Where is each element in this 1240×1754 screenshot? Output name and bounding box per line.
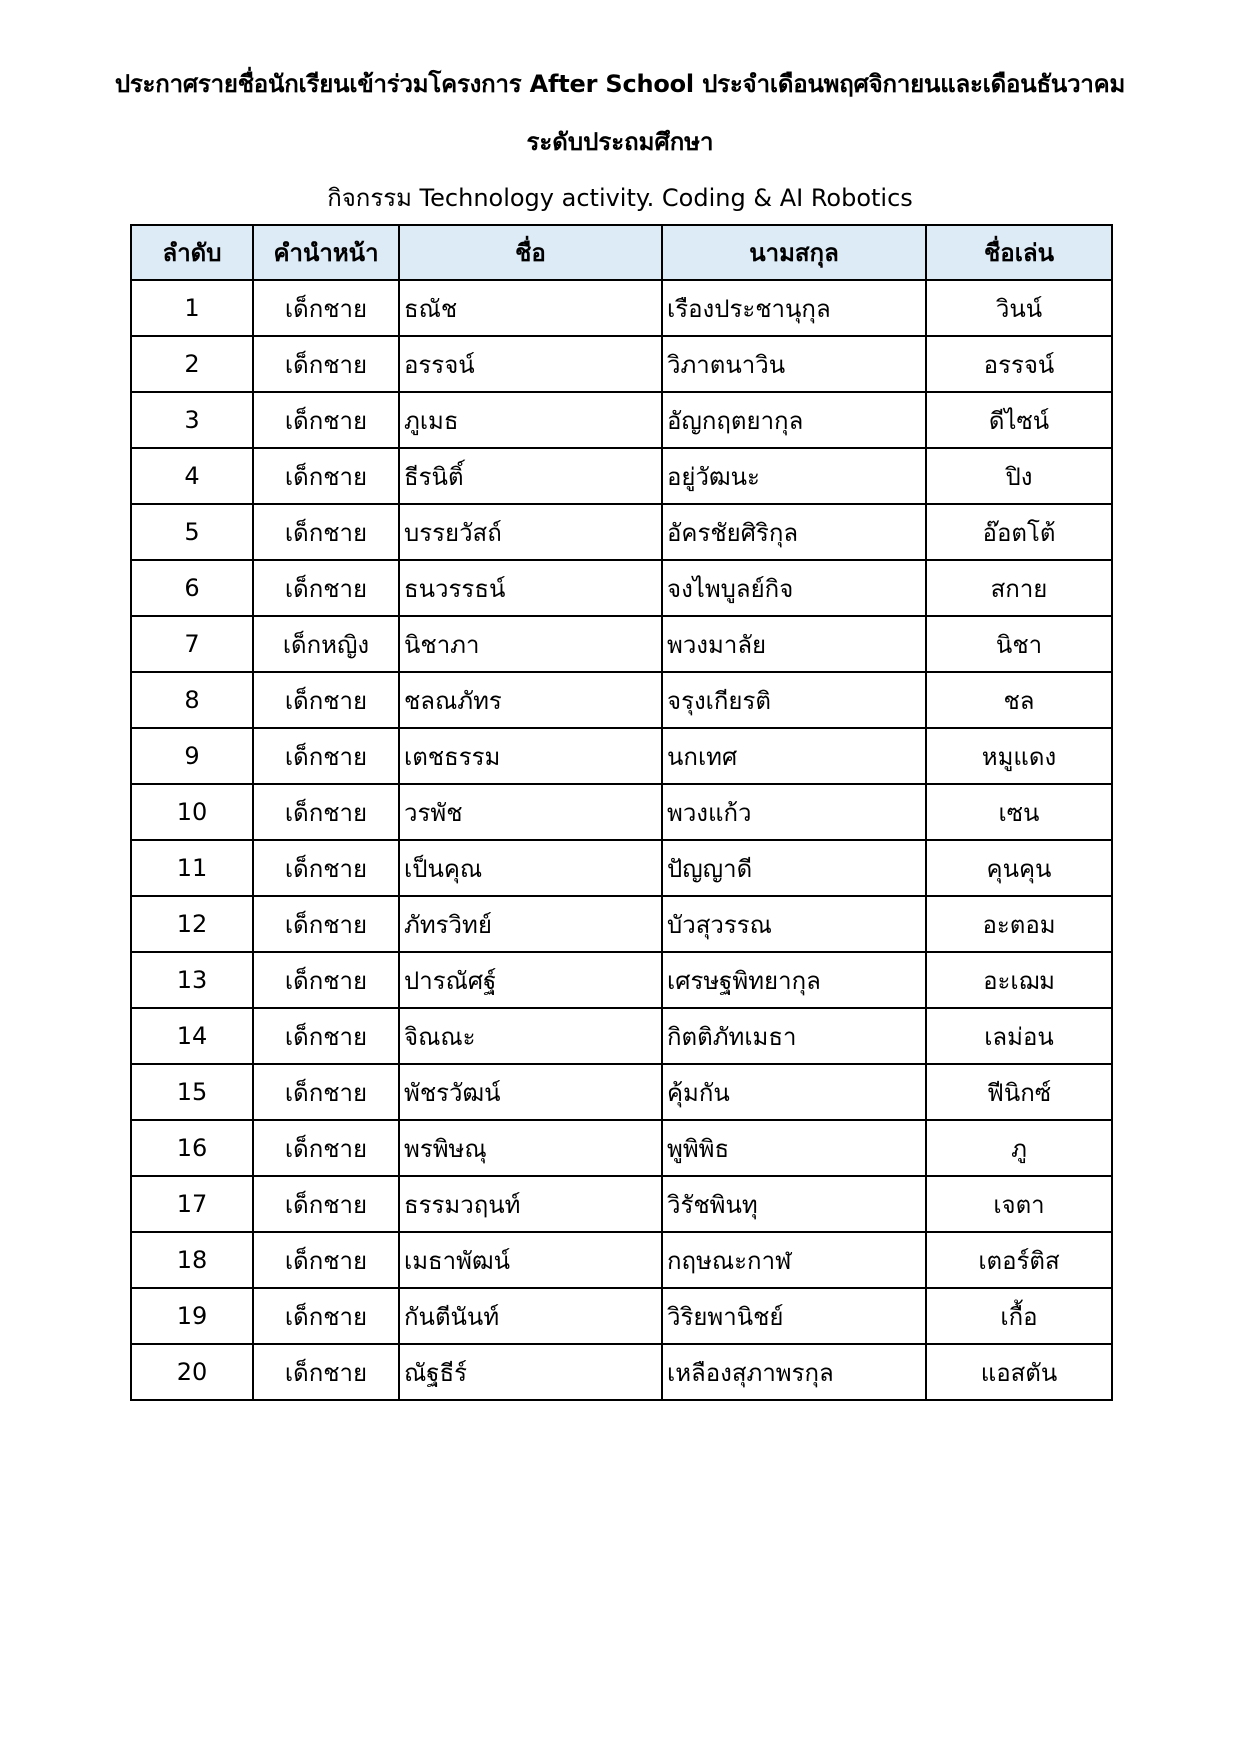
cell-prefix: เด็กชาย xyxy=(253,504,399,560)
cell-surname: พูพิพิธ xyxy=(662,1120,926,1176)
header-nickname: ชื่อเล่น xyxy=(926,225,1112,280)
table-row xyxy=(131,1008,1112,1064)
cell-nickname: เจตา xyxy=(926,1176,1112,1232)
cell-surname: วิรัชพินทุ xyxy=(662,1176,926,1232)
table-row xyxy=(131,616,1112,672)
cell-surname: เหลืองสุภาพรกุล xyxy=(662,1344,926,1400)
cell-first-name: เมธาพัฒน์ xyxy=(399,1232,662,1288)
cell-surname: นกเทศ xyxy=(662,728,926,784)
cell-number: 5 xyxy=(131,504,253,560)
cell-prefix: เด็กชาย xyxy=(253,840,399,896)
cell-nickname: อะตอม xyxy=(926,896,1112,952)
cell-prefix: เด็กชาย xyxy=(253,1176,399,1232)
cell-nickname: ดีไซน์ xyxy=(926,392,1112,448)
cell-first-name: ภูเมธ xyxy=(399,392,662,448)
table-row xyxy=(131,560,1112,616)
cell-surname: จรุงเกียรติ xyxy=(662,672,926,728)
table-row xyxy=(131,1232,1112,1288)
cell-nickname: เลม่อน xyxy=(926,1008,1112,1064)
cell-nickname: ภู xyxy=(926,1120,1112,1176)
cell-first-name: อรรจน์ xyxy=(399,336,662,392)
cell-nickname: เตอร์ติส xyxy=(926,1232,1112,1288)
cell-number: 6 xyxy=(131,560,253,616)
cell-first-name: ภัทรวิทย์ xyxy=(399,896,662,952)
cell-prefix: เด็กชาย xyxy=(253,336,399,392)
cell-prefix: เด็กชาย xyxy=(253,784,399,840)
cell-number: 14 xyxy=(131,1008,253,1064)
cell-surname: เรืองประชานุกุล xyxy=(662,280,926,336)
cell-surname: อัญกฤตยากุล xyxy=(662,392,926,448)
cell-first-name: บรรยวัสถ์ xyxy=(399,504,662,560)
cell-prefix: เด็กชาย xyxy=(253,1344,399,1400)
table-row xyxy=(131,952,1112,1008)
cell-surname: พวงแก้ว xyxy=(662,784,926,840)
cell-first-name: พัชรวัฒน์ xyxy=(399,1064,662,1120)
cell-nickname: อ๊อตโต้ xyxy=(926,504,1112,560)
cell-number: 13 xyxy=(131,952,253,1008)
cell-surname: จงไพบูลย์กิจ xyxy=(662,560,926,616)
cell-surname: อยู่วัฒนะ xyxy=(662,448,926,504)
cell-prefix: เด็กชาย xyxy=(253,1232,399,1288)
cell-number: 3 xyxy=(131,392,253,448)
cell-prefix: เด็กชาย xyxy=(253,896,399,952)
cell-prefix: เด็กชาย xyxy=(253,560,399,616)
cell-prefix: เด็กชาย xyxy=(253,672,399,728)
cell-surname: กิตติภัทเมธา xyxy=(662,1008,926,1064)
cell-surname: วิริยพานิชย์ xyxy=(662,1288,926,1344)
cell-prefix: เด็กหญิง xyxy=(253,616,399,672)
cell-number: 4 xyxy=(131,448,253,504)
cell-surname: ปัญญาดี xyxy=(662,840,926,896)
cell-number: 12 xyxy=(131,896,253,952)
cell-first-name: ธรรมวฤนท์ xyxy=(399,1176,662,1232)
cell-number: 7 xyxy=(131,616,253,672)
cell-surname: คุ้มกัน xyxy=(662,1064,926,1120)
table-row xyxy=(131,728,1112,784)
table-row xyxy=(131,672,1112,728)
cell-surname: พวงมาลัย xyxy=(662,616,926,672)
cell-first-name: ธีรนิติ์ xyxy=(399,448,662,504)
student-table xyxy=(130,224,1113,1401)
cell-nickname: ปิง xyxy=(926,448,1112,504)
cell-number: 18 xyxy=(131,1232,253,1288)
cell-number: 9 xyxy=(131,728,253,784)
table-row xyxy=(131,448,1112,504)
cell-first-name: นิชาภา xyxy=(399,616,662,672)
cell-nickname: ฟีนิกซ์ xyxy=(926,1064,1112,1120)
cell-first-name: เตชธรรม xyxy=(399,728,662,784)
cell-first-name: ธนวรรธน์ xyxy=(399,560,662,616)
cell-number: 10 xyxy=(131,784,253,840)
table-row xyxy=(131,784,1112,840)
table-row xyxy=(131,1288,1112,1344)
table-header-row xyxy=(131,225,1112,280)
cell-number: 11 xyxy=(131,840,253,896)
header-number: ลำดับ xyxy=(131,225,253,280)
header-prefix: คำนำหน้า xyxy=(253,225,399,280)
cell-nickname: ชล xyxy=(926,672,1112,728)
cell-first-name: ณัฐธีร์ xyxy=(399,1344,662,1400)
level-subtitle: ระดับประถมศึกษา xyxy=(526,128,714,156)
cell-number: 16 xyxy=(131,1120,253,1176)
cell-nickname: อรรจน์ xyxy=(926,336,1112,392)
cell-prefix: เด็กชาย xyxy=(253,1064,399,1120)
cell-number: 8 xyxy=(131,672,253,728)
cell-nickname: อะเฌม xyxy=(926,952,1112,1008)
table-row xyxy=(131,1344,1112,1400)
cell-number: 15 xyxy=(131,1064,253,1120)
cell-first-name: เป็นคุณ xyxy=(399,840,662,896)
table-row xyxy=(131,336,1112,392)
cell-surname: บัวสุวรรณ xyxy=(662,896,926,952)
cell-number: 20 xyxy=(131,1344,253,1400)
cell-first-name: วรพัช xyxy=(399,784,662,840)
cell-nickname: เซน xyxy=(926,784,1112,840)
cell-nickname: นิชา xyxy=(926,616,1112,672)
table-row xyxy=(131,1064,1112,1120)
table-row xyxy=(131,840,1112,896)
table-row xyxy=(131,1176,1112,1232)
cell-number: 1 xyxy=(131,280,253,336)
cell-prefix: เด็กชาย xyxy=(253,728,399,784)
cell-prefix: เด็กชาย xyxy=(253,1008,399,1064)
table-row xyxy=(131,1120,1112,1176)
cell-nickname: คุนคุน xyxy=(926,840,1112,896)
cell-number: 19 xyxy=(131,1288,253,1344)
cell-prefix: เด็กชาย xyxy=(253,448,399,504)
cell-nickname: แอสตัน xyxy=(926,1344,1112,1400)
cell-first-name: จิณณะ xyxy=(399,1008,662,1064)
table-row xyxy=(131,392,1112,448)
cell-first-name: ปารณัศฐ์ xyxy=(399,952,662,1008)
activity-subtitle: กิจกรรม Technology activity. Coding & AI Robotics xyxy=(327,184,913,212)
cell-first-name: ชลณภัทร xyxy=(399,672,662,728)
table-body xyxy=(131,280,1112,1400)
cell-prefix: เด็กชาย xyxy=(253,952,399,1008)
cell-number: 17 xyxy=(131,1176,253,1232)
cell-surname: เศรษฐพิทยากุล xyxy=(662,952,926,1008)
cell-prefix: เด็กชาย xyxy=(253,280,399,336)
header-first-name: ชื่อ xyxy=(399,225,662,280)
table-row xyxy=(131,504,1112,560)
cell-number: 2 xyxy=(131,336,253,392)
cell-first-name: พรพิษณุ xyxy=(399,1120,662,1176)
cell-first-name: กันตีนันท์ xyxy=(399,1288,662,1344)
cell-nickname: หมูแดง xyxy=(926,728,1112,784)
cell-prefix: เด็กชาย xyxy=(253,392,399,448)
cell-surname: วิภาตนาวิน xyxy=(662,336,926,392)
header-surname: นามสกุล xyxy=(662,225,926,280)
cell-prefix: เด็กชาย xyxy=(253,1288,399,1344)
announcement-title: ประกาศรายชื่อนักเรียนเข้าร่วมโครงการ After School ประจำเดือนพฤศจิกายนและเดือนธันวาคม xyxy=(114,70,1126,98)
cell-nickname: สกาย xyxy=(926,560,1112,616)
cell-surname: อัครชัยศิริกุล xyxy=(662,504,926,560)
cell-first-name: ธณัช xyxy=(399,280,662,336)
cell-nickname: เกื้อ xyxy=(926,1288,1112,1344)
table-row xyxy=(131,896,1112,952)
cell-surname: กฤษณะกาฬ xyxy=(662,1232,926,1288)
cell-prefix: เด็กชาย xyxy=(253,1120,399,1176)
table-row xyxy=(131,280,1112,336)
cell-nickname: วินน์ xyxy=(926,280,1112,336)
